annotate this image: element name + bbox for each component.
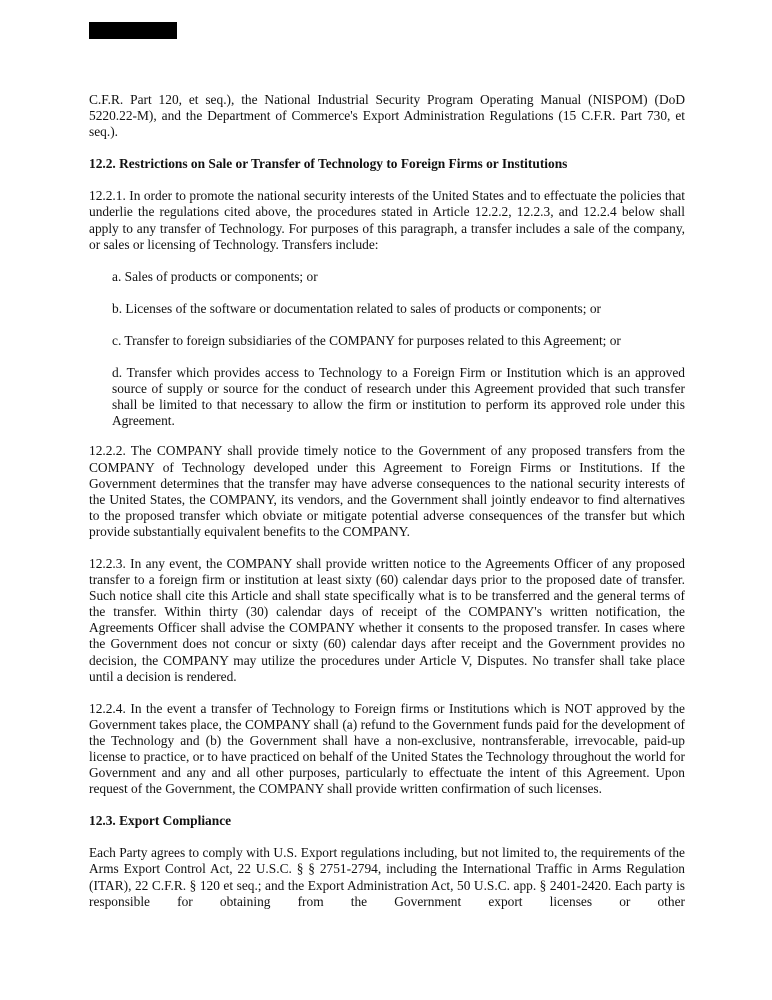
list-item-c: c. Transfer to foreign subsidiaries of the COMPANY for purposes related to this Agreement; or (112, 332, 621, 348)
list-item-d: d. Transfer which provides access to Technology to a Foreign Firm or Institution which is an approved source of supply or source for the conduct of research under this Agreement provided that such transfer shall be limited to that necessary to allow the firm or institution to perform its approved role under this Agreement. (112, 365, 685, 429)
intro-paragraph: C.F.R. Part 120, et seq.), the National Industrial Security Program Operating Manual (NISPOM) (DoD 5220.22-M), and the Department of Commerce's Export Administration Regulations (15 C.F.R. Part 730, et seq.). (89, 92, 685, 140)
list-item-a: a. Sales of products or components; or (112, 268, 318, 284)
paragraph-12-3: Each Party agrees to comply with U.S. Export regulations including, but not limited to, the requirements of the Arms Export Control Act, 22 U.S.C. § § 2751-2794, including the International Traffic in Arms Regulation (ITAR), 22 C.F.R. § 120 et seq.; and the Export Administration Act, 50 U.S.C. app. § 2401-2420. Each party is responsible for obtaining from the Government export licenses or other (89, 845, 685, 909)
paragraph-12-2-1: 12.2.1. In order to promote the national security interests of the United States and to effectuate the policies that underlie the regulations cited above, the procedures stated in Article 12.2.2, 12.2.3, and 12.2.4 below shall apply to any transfer of Technology. For purposes of this paragraph, a transfer includes a sale of the company, or sales or licensing of Technology. Transfers include: (89, 188, 685, 252)
paragraph-12-2-4: 12.2.4. In the event a transfer of Technology to Foreign firms or Institutions which is NOT approved by the Government takes place, the COMPANY shall (a) refund to the Government funds paid for the development of the Technology and (b) the Government shall have a non-exclusive, nontransferable, irrevocable, paid-up license to practice, or to have practiced on behalf of the United States the Technology throughout the world for Government and any and all other purposes, particularly to effectuate the intent of this Agreement. Upon request of the Government, the COMPANY shall provide written confirmation of such licenses. (89, 700, 685, 797)
document-page (89, 92, 685, 910)
list-item-b: b. Licenses of the software or documentation related to sales of products or components; or (112, 300, 601, 316)
paragraph-12-2-3: 12.2.3. In any event, the COMPANY shall provide written notice to the Agreements Officer of any proposed transfer to a foreign firm or institution at least sixty (60) calendar days prior to the proposed date of transfer. Such notice shall cite this Article and shall state specifically what is to be transferred and the general terms of the transfer. Within thirty (30) calendar days of receipt of the COMPANY's written notification, the Agreements Officer shall advise the COMPANY whether it consents to the proposed transfer. In cases where the Government does not concur or sixty (60) calendar days after receipt and the Government provides no decision, the COMPANY may utilize the procedures under Article V, Disputes. No transfer shall take place until a decision is rendered. (89, 555, 685, 684)
section-heading-12-3: 12.3. Export Compliance (89, 813, 232, 829)
redaction-block (89, 22, 177, 39)
paragraph-12-2-2: 12.2.2. The COMPANY shall provide timely notice to the Government of any proposed transfers from the COMPANY of Technology developed under this Agreement to Foreign Firms or Institutions. If the Government determines that the transfer may have adverse consequences to the national security interests of the United States, the COMPANY, its vendors, and the Government shall jointly endeavor to find alternatives to the proposed transfer which obviate or mitigate potential adverse consequences of the transfer but which provide substantially equivalent benefits to the COMPANY. (89, 443, 685, 539)
section-heading-12-2: 12.2. Restrictions on Sale or Transfer of Technology to Foreign Firms or Institutions (89, 156, 568, 172)
